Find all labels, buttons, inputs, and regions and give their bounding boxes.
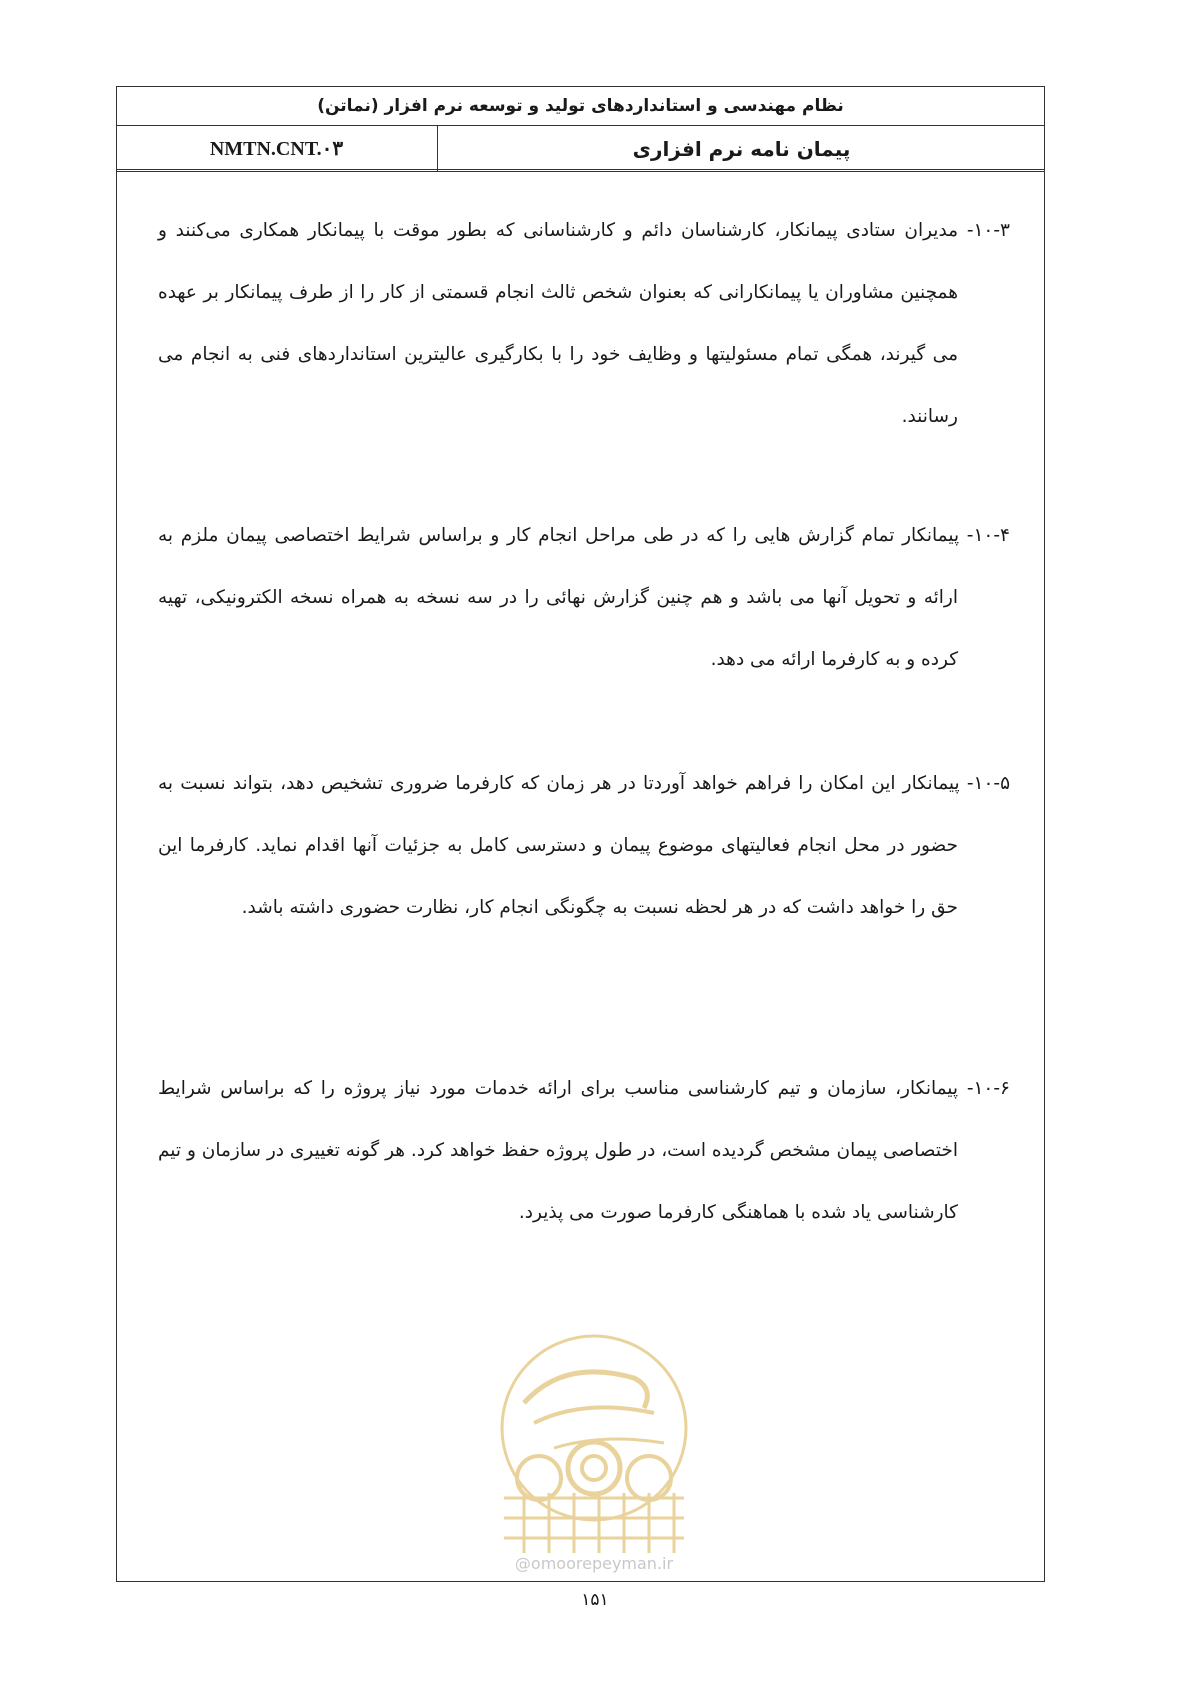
clause-text: پیمانکار، سازمان و تیم کارشناسی مناسب برای ارائه خدمات مورد نیاز پروژه را که براساس شرایط اختصاصی پیمان مشخص گردیده است، در طول پروژه حفظ خواهد کرد. هر گونه تغییری در سازمان و تیم کارشناسی یاد شده با هماهنگی کارفرما صورت می پذیرد. xyxy=(158,1078,959,1223)
header-organization xyxy=(116,86,1045,126)
watermark-url: @omoorepeyman.ir xyxy=(514,1554,674,1573)
clause-number: ۱۰-۳- xyxy=(966,220,1010,241)
clause-text: پیمانکار این امکان را فراهم خواهد آوردتا در هر زمان که کارفرما ضروری تشخیص دهد، بتواند نسبت به حضور در محل انجام فعالیتهای موضوع پیمان و دسترسی کامل به جزئیات آنها اقدام نماید. کارفرما این حق را خواهد داشت که در هر لحظه نسبت به چگونگی انجام کار، نظارت حضوری داشته باشد. xyxy=(158,773,960,918)
clause-text: پیمانکار تمام گزارش هایی را که در طی مراحل انجام کار و براساس شرایط اختصاصی پیمان ملزم به ارائه و تحویل آنها می باشد و هم چنین گزارش نهائی را در سه نسخه به همراه نسخه الکترونیکی، تهیه کرده و به کارفرما ارائه می دهد. xyxy=(158,525,960,670)
clause-10-6 xyxy=(158,1058,1010,1244)
clause-number: ۱۰-۶- xyxy=(966,1078,1010,1099)
clause-number: ۱۰-۵- xyxy=(966,773,1011,794)
document-title-cell xyxy=(437,126,1045,171)
clause-number: ۱۰-۴- xyxy=(966,525,1010,546)
header-organization-text: نظام مهندسی و استانداردهای تولید و توسعه نرم افزار (نماتن) xyxy=(317,95,844,116)
header-title-row xyxy=(116,126,1045,172)
watermark-logo xyxy=(494,1328,694,1578)
clause-text: مدیران ستادی پیمانکار، کارشناسان دائم و کارشناسانی که بطور موقت با پیمانکار همکاری می‌کنند و همچنین مشاوران یا پیمانکارانی که بعنوان شخص ثالث انجام قسمتی از کار را از طرف پیمانکار بر عهده می گیرند، همگی تمام مسئولیتها و وظایف خود را با بکارگیری عالیترین استانداردهای فنی به انجام می رسانند. xyxy=(158,220,959,427)
clause-10-3 xyxy=(158,200,1010,448)
document-title: پیمان نامه نرم افزاری xyxy=(632,136,851,161)
document-code: NMTN.CNT.۰۳ xyxy=(209,138,344,160)
document-code-cell xyxy=(116,126,437,171)
clause-10-4 xyxy=(158,505,1010,691)
page-number: ۱۵۱ xyxy=(581,1590,609,1610)
clause-10-5 xyxy=(158,753,1010,939)
header-divider xyxy=(116,169,1045,170)
